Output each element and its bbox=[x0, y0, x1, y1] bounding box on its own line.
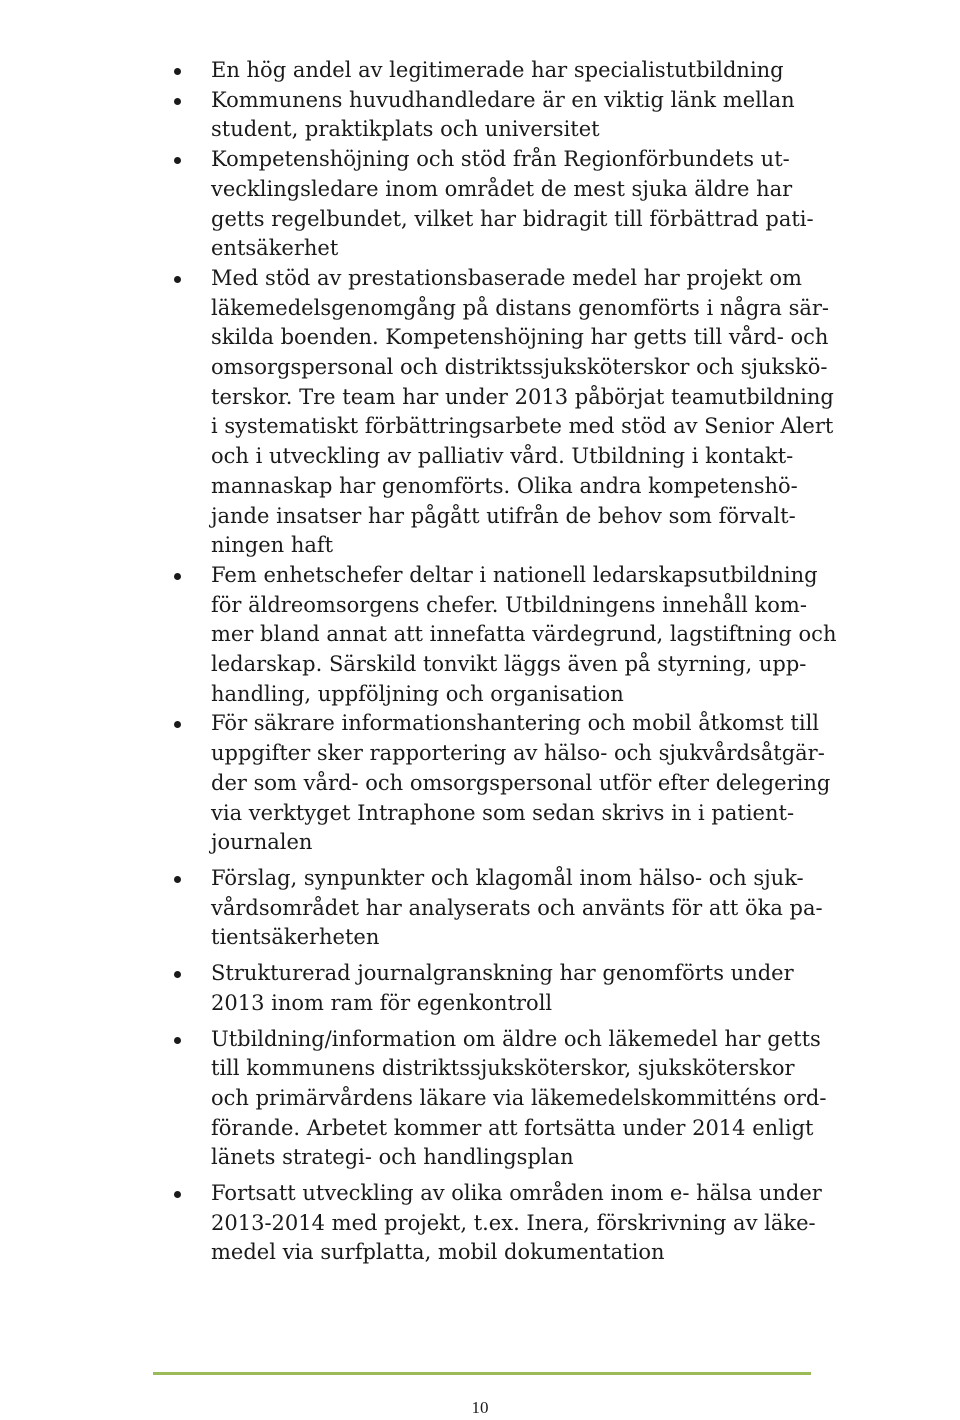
list-item-text: Kompetenshöjning och stöd från Regionförbundets ut- vecklingsledare inom området de mest sjuka äldre har getts regelbundet, vilket har bidragit till förbättrad pati- entsäkerhet bbox=[211, 147, 814, 261]
list-item bbox=[168, 959, 848, 1018]
bullet-list bbox=[168, 56, 848, 1268]
bullet-icon bbox=[174, 68, 181, 75]
list-item bbox=[168, 561, 848, 710]
list-item bbox=[168, 145, 848, 264]
list-item-text: En hög andel av legitimerade har specialistutbildning bbox=[211, 58, 784, 82]
bullet-icon bbox=[174, 1037, 181, 1044]
list-item bbox=[168, 864, 848, 953]
list-item-text: Strukturerad journalgranskning har genomförts under 2013 inom ram för egenkontroll bbox=[211, 961, 794, 1015]
list-item-text: Med stöd av prestationsbaserade medel har projekt om läkemedelsgenomgång på distans genomförts i några sär- skilda boenden. Kompetenshöjning har getts till vård- och omsorgspersonal och distriktssjuksköterskor och sjukskö- terskor. Tre team har under 2013 påbörjat teamutbildning i systematiskt förbättringsarbete med stöd av Senior Alert och i utveckling av palliativ vård. Utbildning i kontakt- mannaskap har genomförts. Olika andra kompetenshö- jande insatser har pågått utifrån de behov som förvalt- ningen haft bbox=[211, 265, 834, 558]
list-item-text: Förslag, synpunkter och klagomål inom hälso- och sjuk- vårdsområdet har analyserats och använts för att öka pa- tientsäkerheten bbox=[211, 865, 823, 950]
list-item-text: Fem enhetschefer deltar i nationell ledarskapsutbildning för äldreomsorgens chefer. Utbildningens innehåll kom- mer bland annat att innefatta värdegrund, lagstiftning och ledarskap. Särskild tonvikt läggs även på styrning, upp- handling, uppföljning och organisation bbox=[211, 562, 837, 706]
list-item-text: För säkrare informationshantering och mobil åtkomst till uppgifter sker rapportering av hälso- och sjukvårdsåtgär- der som vård- och omsorgspersonal utför efter delegering via verktyget Intraphone som sedan skrivs in i patient- journalen bbox=[211, 711, 831, 855]
bullet-icon bbox=[174, 573, 181, 580]
list-item-text: Kommunens huvudhandledare är en viktig länk mellan student, praktikplats och universitet bbox=[211, 87, 795, 142]
bullet-icon bbox=[174, 876, 181, 883]
bullet-icon bbox=[174, 721, 181, 728]
list-item bbox=[168, 709, 848, 858]
list-item bbox=[168, 86, 848, 145]
list-item-text: Fortsatt utveckling av olika områden inom e- hälsa under 2013-2014 med projekt, t.ex. Inera, förskrivning av läke- medel via surfplatta, mobil dokumentation bbox=[211, 1181, 822, 1265]
page-number: 10 bbox=[471, 1398, 489, 1417]
bullet-icon bbox=[174, 971, 181, 978]
bullet-icon bbox=[174, 157, 181, 164]
list-item bbox=[168, 1179, 848, 1268]
bullet-icon bbox=[174, 276, 181, 283]
list-item bbox=[168, 56, 848, 86]
bullet-icon bbox=[174, 98, 181, 105]
list-item bbox=[168, 1025, 848, 1174]
list-item bbox=[168, 264, 848, 561]
footer-divider bbox=[153, 1372, 811, 1375]
bullet-icon bbox=[174, 1191, 181, 1198]
list-item-text: Utbildning/information om äldre och läkemedel har getts till kommunens distriktssjuksköterskor, sjuksköterskor och primärvårdens läkare via läkemedelskommitténs ord- förande. Arbetet kommer att fortsätta under 2014 enligt länets strategi- och handlingsplan bbox=[211, 1026, 827, 1170]
